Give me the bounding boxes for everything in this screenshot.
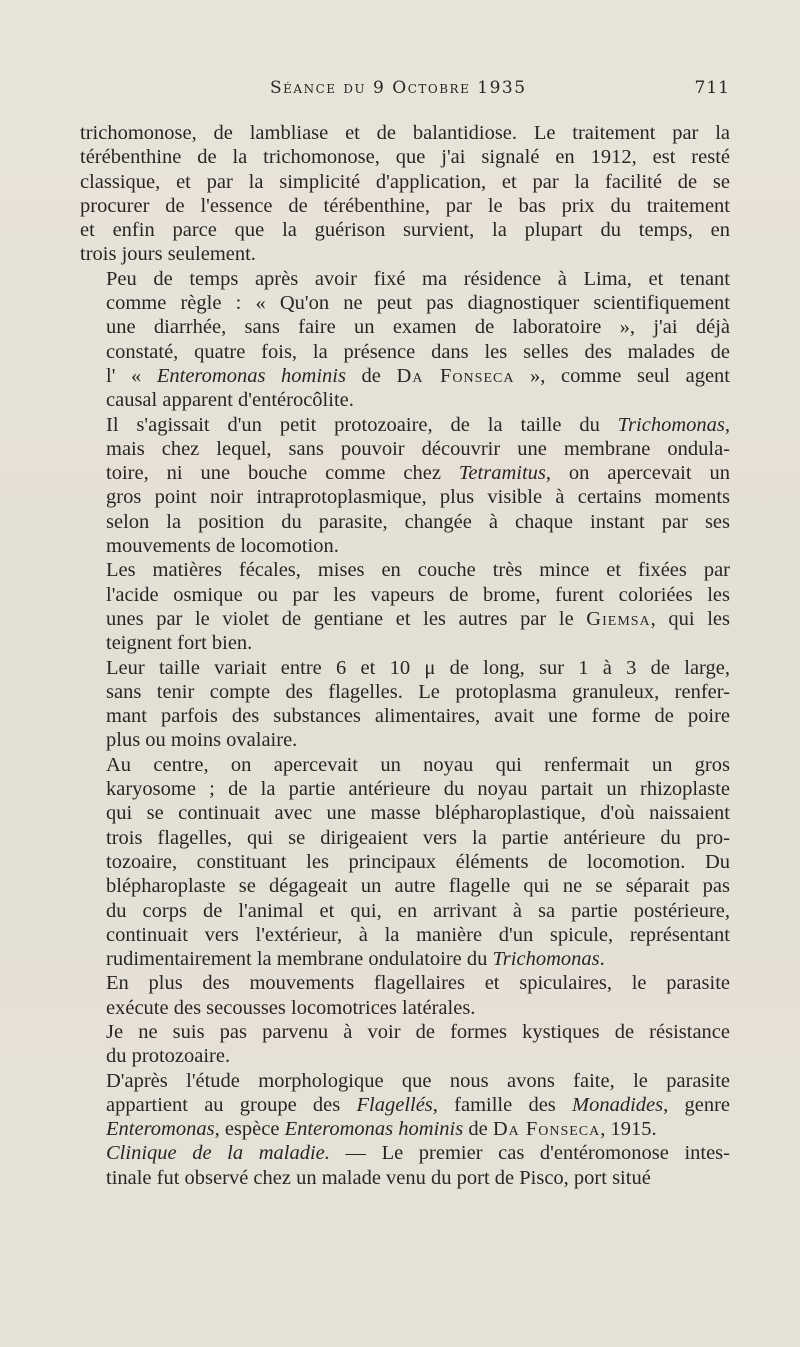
- page-header: [80, 78, 730, 108]
- paragraph: [80, 656, 730, 753]
- text-line: mouvements de locomotion.: [106, 535, 339, 558]
- text-line: trichomonose, de lambliase et de balantidiose. Le traitement par la: [80, 122, 730, 144]
- italic-term: Enteromonas hominis: [284, 1118, 464, 1141]
- italic-term: Monadides: [572, 1093, 664, 1116]
- text-line: térébenthine de la trichomonose, que j'ai signalé en 1912, est resté: [80, 146, 730, 169]
- text-line: et enfin parce que la guérison survient, la plupart du temps, en: [80, 219, 730, 242]
- text-line: D'après l'étude morphologique que nous avons faite, le parasite: [106, 1069, 730, 1092]
- text-line: En plus des mouvements flagellaires et spiculaires, le parasite: [106, 972, 730, 995]
- text-line: toire, ni une bouche comme chez Tetramitus, on apercevait un: [106, 462, 730, 485]
- text-line: qui se continuait avec une masse blépharoplastique, d'où naissaient: [106, 802, 730, 825]
- italic-term: Trichomonas: [617, 413, 725, 436]
- text-line: une diarrhée, sans faire un examen de laboratoire », j'ai déjà: [106, 316, 730, 339]
- running-title: Séance du 9 Octobre 1935: [270, 78, 527, 98]
- page-number: 711: [694, 78, 730, 98]
- italic-term: Clinique de la maladie.: [106, 1142, 330, 1165]
- text-line: Au centre, on apercevait un noyau qui renfermait un gros: [106, 753, 730, 776]
- italic-term: Enteromonas hominis: [156, 364, 346, 387]
- text-line: comme règle : « Qu'on ne peut pas diagnostiquer scientifiquement: [106, 292, 730, 315]
- text-line: du protozoaire.: [106, 1045, 231, 1068]
- italic-term: Tetramitus: [458, 462, 546, 485]
- text-line: Peu de temps après avoir fixé ma résidence à Lima, et tenant: [106, 267, 730, 290]
- paragraph: [80, 121, 730, 267]
- text-line: Enteromonas, espèce Enteromonas hominis de Da Fonseca, 1915.: [106, 1118, 657, 1141]
- text-line: selon la position du parasite, changée à chaque instant par ses: [106, 510, 730, 533]
- smallcaps-name: Giemsa: [586, 607, 651, 630]
- paragraph: [80, 1069, 730, 1142]
- text-line: Il s'agissait d'un petit protozoaire, de la taille du Trichomonas,: [106, 413, 730, 436]
- text-line: sans tenir compte des flagelles. Le protoplasma granuleux, renfer-: [106, 680, 730, 703]
- paragraph: [80, 1020, 730, 1069]
- text-line: classique, et par la simplicité d'application, et par la facilité de se: [80, 170, 730, 193]
- text-line: appartient au groupe des Flagellés, famille des Monadides, genre: [106, 1093, 731, 1116]
- text-line: tinale fut observé chez un malade venu du port de Pisco, port situé: [106, 1166, 651, 1189]
- italic-term: Flagellés: [356, 1093, 433, 1116]
- text-line: l'acide osmique ou par les vapeurs de brome, furent coloriées les: [106, 583, 730, 606]
- text-line: Clinique de la maladie. — Le premier cas d'entéromonose intes-: [106, 1142, 730, 1165]
- text-line: procurer de l'essence de térébenthine, par le bas prix du traitement: [80, 194, 730, 217]
- paragraph: [80, 558, 730, 655]
- smallcaps-name: Da Fonseca: [492, 1118, 601, 1141]
- text-line: Leur taille variait entre 6 et 10 μ de long, sur 1 à 3 de large,: [106, 656, 730, 679]
- text-line: mais chez lequel, sans pouvoir découvrir une membrane ondula-: [106, 437, 730, 460]
- text-line: mant parfois des substances alimentaires, avait une forme de poire: [106, 705, 730, 728]
- text-line: exécute des secousses locomotrices latérales.: [106, 996, 476, 1019]
- text-line: du corps de l'animal et qui, en arrivant à sa partie postérieure,: [106, 899, 730, 922]
- paragraph: [80, 971, 730, 1020]
- text-line: Les matières fécales, mises en couche très mince et fixées par: [106, 559, 730, 582]
- text-line: constaté, quatre fois, la présence dans les selles des malades de: [106, 340, 730, 363]
- text-line: karyosome ; de la partie antérieure du noyau partait un rhizoplaste: [106, 778, 730, 801]
- text-line: unes par le violet de gentiane et les autres par le Giemsa, qui les: [106, 607, 730, 630]
- body-text: [80, 121, 730, 1190]
- text-line: tozoaire, constituant les principaux éléments de locomotion. Du: [106, 850, 730, 873]
- text-line: trois flagelles, qui se dirigeaient vers la partie antérieure du pro-: [106, 826, 730, 849]
- text-line: causal apparent d'entérocôlite.: [106, 389, 354, 412]
- text-line: teignent fort bien.: [106, 632, 253, 655]
- text-line: gros point noir intraprotoplasmique, plus visible à certains moments: [106, 486, 730, 509]
- paragraph: [80, 267, 730, 413]
- paragraph: [80, 413, 730, 559]
- text-line: Je ne suis pas parvenu à voir de formes kystiques de résistance: [106, 1020, 730, 1043]
- smallcaps-name: Da Fonseca: [396, 364, 515, 387]
- text-line: trois jours seulement.: [80, 243, 256, 266]
- text-line: l' « Enteromonas hominis de Da Fonseca », comme seul agent: [106, 364, 730, 387]
- text-line: continuait vers l'extérieur, à la manière d'un spicule, représentant: [106, 923, 730, 946]
- paragraph: [80, 1141, 730, 1190]
- italic-term: Enteromonas: [106, 1118, 215, 1141]
- text-line: blépharoplaste se dégageait un autre flagelle qui ne se séparait pas: [106, 875, 730, 898]
- text-line: plus ou moins ovalaire.: [106, 729, 298, 752]
- italic-term: Trichomonas: [492, 948, 600, 971]
- paragraph: [80, 753, 730, 972]
- text-line: rudimentairement la membrane ondulatoire du Trichomonas.: [106, 948, 605, 971]
